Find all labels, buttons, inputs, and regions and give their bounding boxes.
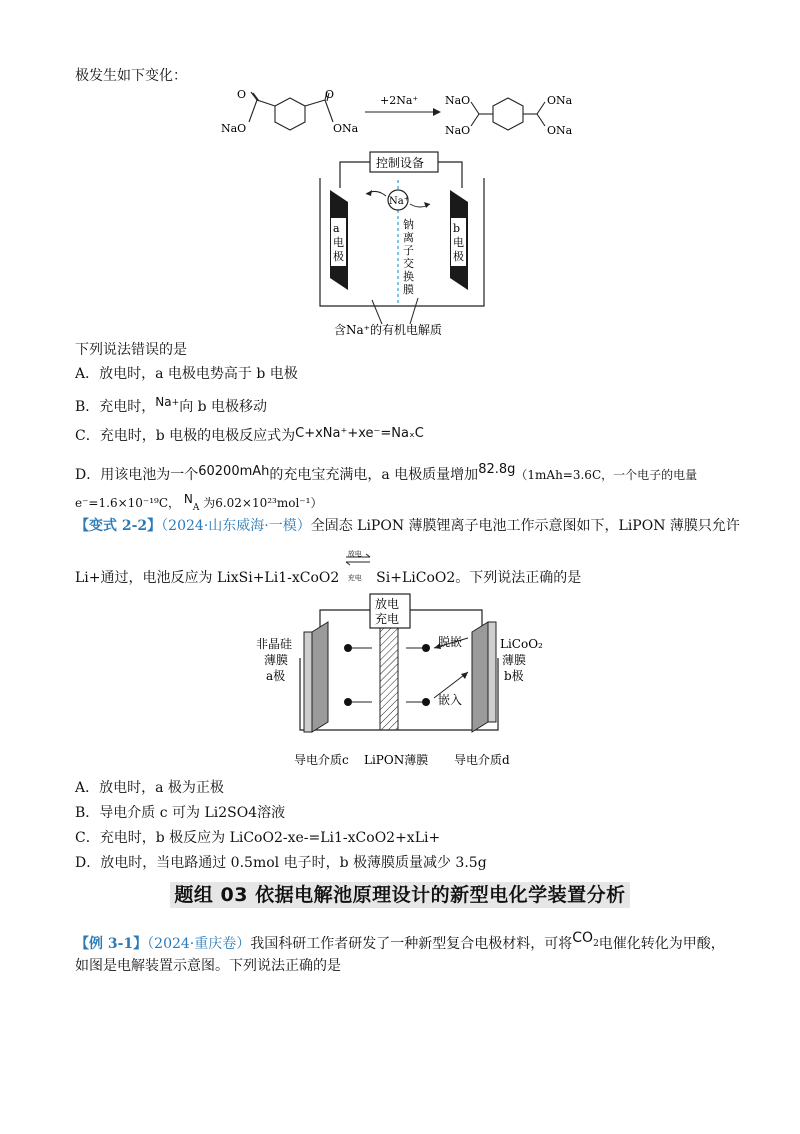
membrane-label-6: 膜: [403, 283, 414, 296]
control-label-bottom: 充电: [375, 612, 400, 626]
variant-text-2-prefix: Li+通过，电池反应为 LixSi+Li1-xCoO2: [75, 570, 340, 586]
intro-text: 极发生如下变化：: [75, 68, 187, 84]
example-label: 【例 3-1】: [75, 936, 148, 952]
electrode-a-label-1: a: [333, 222, 340, 235]
q2-option-a[interactable]: A．放电时，a 极为正极: [75, 780, 224, 796]
q1-option-b-prefix: B．充电时，: [75, 399, 156, 415]
example-source: （2024·重庆卷）: [147, 936, 251, 952]
electrode-b-label-2: 电: [453, 236, 464, 249]
electrode-a-label-2: 电: [333, 236, 344, 249]
membrane-label-5: 换: [403, 270, 414, 283]
left-nao: NaO: [221, 122, 247, 135]
avogadro-value: 6.02×10²³mol⁻¹）: [215, 496, 323, 510]
co2-symbol: CO: [572, 930, 594, 946]
q1-option-d-paren: （1mAh=3.6C，一个电子的电量: [515, 468, 698, 482]
variant-source: （2024·山东威海·一模）: [161, 518, 311, 534]
ion-label: Na⁺: [389, 196, 409, 207]
q1-option-b-ion: Na: [155, 395, 172, 409]
membrane-label-4: 交: [403, 257, 414, 270]
variant-line-1: [75, 516, 740, 536]
electrolyte-label: 含Na⁺的有机电解质: [334, 323, 442, 337]
right-ona-2: ONa: [547, 124, 573, 137]
left-label-3: a极: [266, 669, 286, 683]
q1-option-b-ion-charge: +: [171, 398, 180, 408]
electrode-a-label-3: 极: [333, 250, 344, 263]
variant-text-2-suffix: Si+LiCoO2。下列说法正确的是: [376, 570, 582, 586]
arrow-label: +2Na⁺: [380, 94, 419, 107]
q1-option-b[interactable]: [75, 392, 267, 417]
electrode-b-label-1: b: [453, 222, 461, 235]
left-o-top-1: O: [237, 88, 247, 101]
q1-option-c[interactable]: [75, 424, 424, 446]
example-line-2: 如图是电解装置示意图。下列说法正确的是: [75, 958, 341, 974]
q1-option-d-capacity: 60200mAh: [198, 464, 270, 479]
electron-charge: e⁻=1.6×10⁻¹⁹C，: [75, 496, 181, 510]
intercalate-label: 嵌入: [438, 693, 463, 707]
variant-label: 【变式 2-2】: [75, 518, 162, 534]
variant-text-1: 全固态 LiPON 薄膜锂离子电池工作示意图如下，LiPON 薄膜只允许: [310, 518, 740, 534]
q1-option-b-suffix: 向 b 电极移动: [179, 399, 268, 415]
q1-option-c-equation: C+xNa⁺+xe⁻=NaₓC: [295, 426, 424, 441]
electrode-a-film: [304, 622, 328, 732]
electrode-b-label-3: 极: [453, 250, 464, 263]
q1-option-a[interactable]: A．放电时，a 电极电势高于 b 电极: [75, 366, 298, 382]
section-heading: [0, 880, 800, 907]
q1-option-d-mass: 82.8g: [478, 462, 516, 477]
co2-subscript: 2: [593, 939, 599, 949]
control-label-top: 放电: [375, 597, 400, 611]
example-text-1-prefix: 我国科研工作者研发了一种新型复合电极材料，可将: [250, 936, 573, 952]
left-label-1: 非晶硅: [256, 637, 293, 651]
example-line-1: [75, 928, 725, 954]
bottom-left-label: 导电介质c: [294, 753, 349, 767]
q1-option-d-prefix: D．用该电池为一个: [75, 467, 199, 483]
right-ona-1: ONa: [547, 94, 573, 107]
q2-option-b[interactable]: B．导电介质 c 可为 Li2SO4溶液: [75, 805, 286, 821]
q1-stem: 下列说法错误的是: [75, 342, 187, 358]
q1-option-d-line2: [75, 489, 322, 518]
deintercalate-label: 脱嵌: [438, 635, 463, 649]
q2-option-d[interactable]: D．放电时，当电路通过 0.5mol 电子时，b 极薄膜质量减少 3.5g: [75, 855, 487, 871]
bottom-right-label: 导电介质d: [454, 753, 510, 767]
electrode-b-film: [472, 622, 496, 732]
equilibrium-arrow: [344, 550, 372, 586]
example-text-1-suffix: 电催化转化为甲酸，: [598, 936, 725, 952]
lipon-cell-diagram: [250, 592, 550, 772]
variant-line-2: [75, 550, 582, 588]
bottom-mid-label: LiPON薄膜: [364, 753, 429, 767]
avogadro-for: 为: [203, 496, 216, 510]
avogadro-subscript: A: [192, 503, 200, 513]
sodium-cell-diagram: [300, 148, 500, 338]
arrow-bottom-label: 充电: [347, 574, 362, 582]
left-label-2: 薄膜: [264, 653, 289, 667]
lipon-film: [380, 628, 398, 730]
membrane-label-3: 子: [403, 244, 414, 257]
q2-option-c[interactable]: C．充电时，b 极反应为 LiCoO2-xe-=Li1-xCoO2+xLi+: [75, 830, 441, 846]
q1-option-d-middle: 的充电宝充满电，a 电极质量增加: [269, 467, 479, 483]
q1-option-d[interactable]: [75, 460, 697, 485]
membrane-label-1: 钠: [403, 218, 414, 231]
membrane-label-2: 离: [403, 231, 414, 244]
left-o-top-2: O: [325, 88, 335, 101]
right-label-1: LiCoO₂: [500, 637, 543, 651]
q1-option-c-prefix: C．充电时，b 电极的电极反应式为: [75, 428, 296, 444]
right-label-3: b极: [504, 669, 524, 683]
avogadro-symbol: N: [183, 492, 193, 506]
right-label-2: 薄膜: [502, 653, 527, 667]
right-nao-1: NaO: [445, 94, 471, 107]
left-ona: ONa: [333, 122, 359, 135]
section-heading-text: 题组 03 依据电解池原理设计的新型电化学装置分析: [170, 882, 629, 908]
arrow-top-label: 放电: [347, 550, 362, 558]
right-nao-2: NaO: [445, 124, 471, 137]
control-label: 控制设备: [376, 156, 425, 170]
reaction-scheme: [215, 88, 595, 146]
